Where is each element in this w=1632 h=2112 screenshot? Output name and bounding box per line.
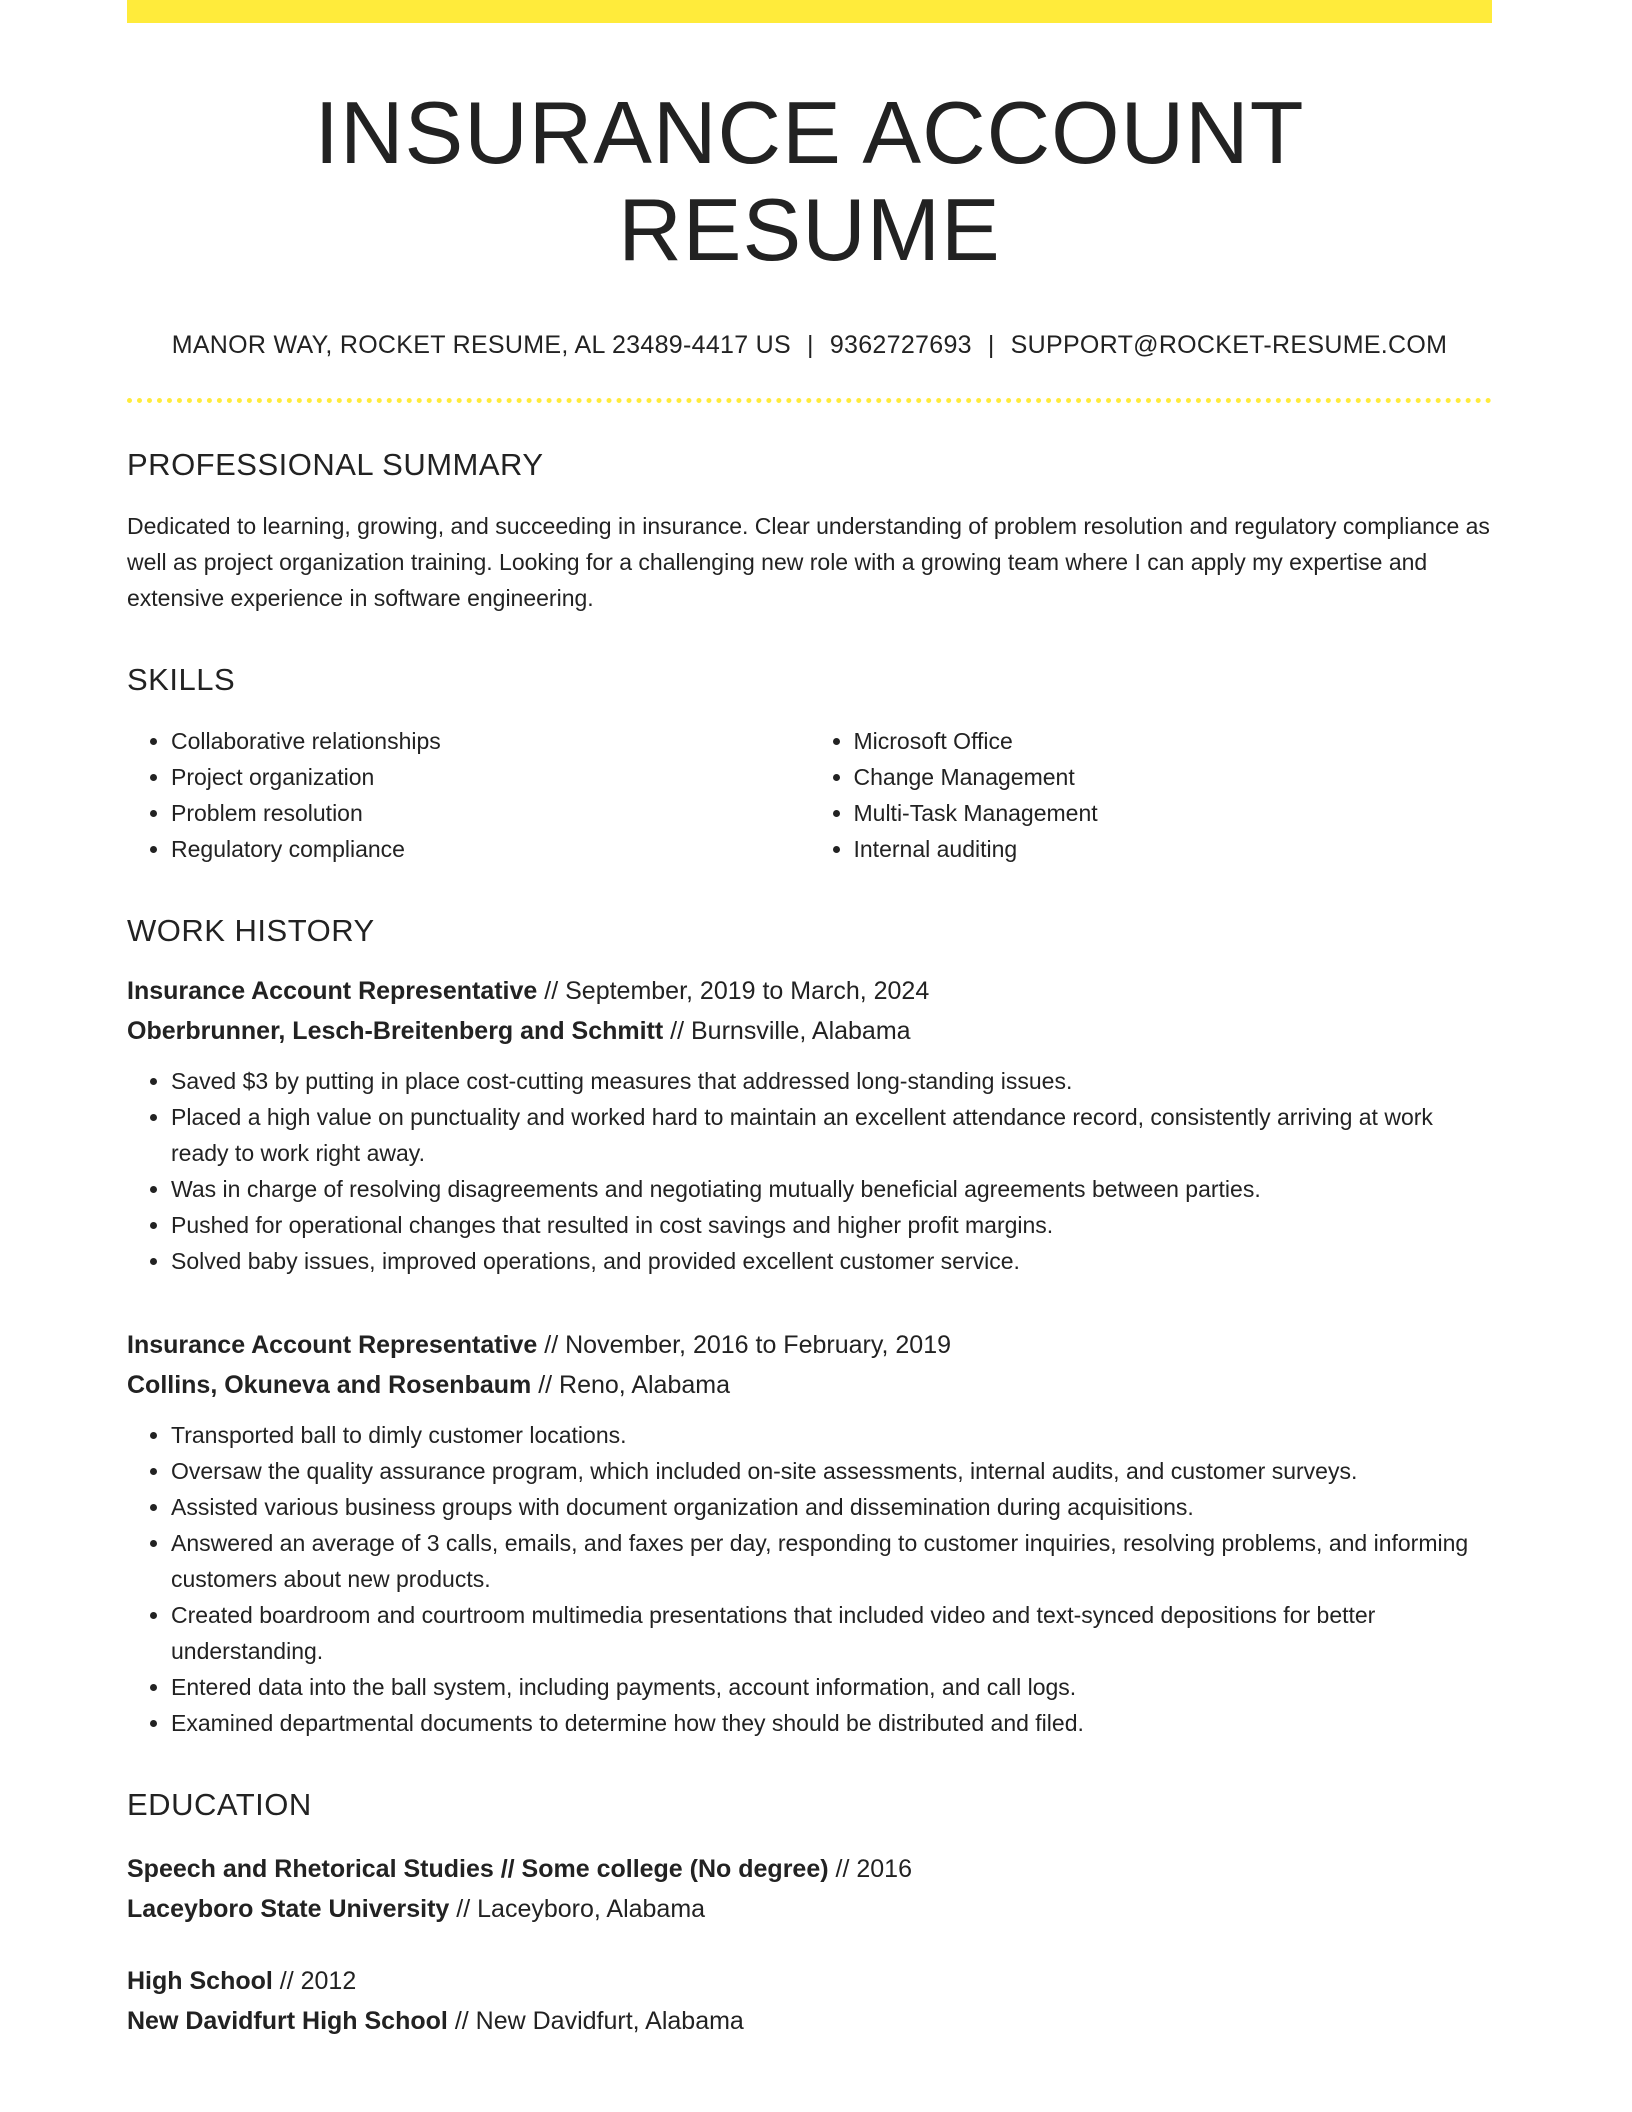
job-bullet: • Entered data into the ball system, including payments, account information, and call logs. [171, 1669, 1492, 1705]
job-bullet: • Examined departmental documents to determine how they should be distributed and filed. [171, 1705, 1492, 1741]
job-entry [127, 971, 1492, 1279]
skills-heading: SKILLS [127, 661, 236, 697]
summary-text: Dedicated to learning, growing, and succeeding in insurance. Clear understanding of problem resolution and regulatory compliance as well as project organization training. Looking for a challenging new role with a growing team where I can apply my expertise and extensive experience in software engineering. [127, 512, 1490, 611]
skill-item: • Problem resolution [171, 795, 810, 831]
dotted-divider [127, 398, 1492, 403]
summary-section [127, 447, 1492, 616]
education-year: // 2012 [279, 1966, 357, 1995]
job-location: // Burnsville, Alabama [670, 1016, 911, 1045]
job-bullets [127, 1417, 1492, 1741]
education-location: // Laceyboro, Alabama [456, 1894, 706, 1923]
job-bullet: • Was in charge of resolving disagreements and negotiating mutually beneficial agreements between parties. [171, 1171, 1492, 1207]
job-bullet: • Created boardroom and courtroom multimedia presentations that included video and text-synced depositions for better understanding. [171, 1597, 1492, 1669]
education-degree: High School [127, 1966, 273, 1995]
job-bullet: • Assisted various business groups with document organization and dissemination during acquisitions. [171, 1489, 1492, 1525]
skills-list-right [810, 723, 1493, 867]
job-bullet: • Placed a high value on punctuality and worked hard to maintain an excellent attendance record, consistently arriving at work ready to work right away. [171, 1099, 1492, 1171]
job-company: Oberbrunner, Lesch-Breitenberg and Schmitt [127, 1016, 664, 1045]
education-degree: Speech and Rhetorical Studies // Some college (No degree) [127, 1854, 829, 1883]
education-entry [127, 1849, 1492, 1929]
skills-section [127, 662, 1492, 867]
contact-email[interactable]: SUPPORT@ROCKET-RESUME.COM [1010, 330, 1448, 359]
job-bullet: • Solved baby issues, improved operations, and provided excellent customer service. [171, 1243, 1492, 1279]
skill-item: • Change Management [854, 759, 1493, 795]
job-bullet: • Answered an average of 3 calls, emails, and faxes per day, responding to customer inquiries, resolving problems, and informing customers about new products. [171, 1525, 1492, 1597]
work-heading: WORK HISTORY [127, 912, 375, 948]
education-school-line [127, 1889, 1492, 1929]
skill-item: • Regulatory compliance [171, 831, 810, 867]
resume-title: INSURANCE ACCOUNT RESUME [314, 83, 1305, 279]
job-company-line [127, 1011, 1492, 1051]
education-heading: EDUCATION [127, 1786, 312, 1822]
education-entry [127, 1961, 1492, 2041]
work-section [127, 913, 1492, 1741]
job-bullet: • Saved $3 by putting in place cost-cutting measures that addressed long-standing issues. [171, 1063, 1492, 1099]
contact-address: MANOR WAY, ROCKET RESUME, AL 23489-4417 US [171, 330, 792, 359]
job-bullet: • Transported ball to dimly customer locations. [171, 1417, 1492, 1453]
contact-line [127, 331, 1492, 360]
job-bullet: • Pushed for operational changes that resulted in cost savings and higher profit margins. [171, 1207, 1492, 1243]
education-school-line [127, 2001, 1492, 2041]
job-dates: // September, 2019 to March, 2024 [544, 976, 930, 1005]
job-company: Collins, Okuneva and Rosenbaum [127, 1370, 532, 1399]
skill-item: • Multi-Task Management [854, 795, 1493, 831]
skill-item: • Collaborative relationships [171, 723, 810, 759]
job-dates: // November, 2016 to February, 2019 [544, 1330, 951, 1359]
job-title-line [127, 1325, 1492, 1365]
education-degree-line [127, 1961, 1492, 2001]
contact-separator: | [987, 330, 995, 359]
skill-item: • Internal auditing [854, 831, 1493, 867]
skills-columns [127, 723, 1492, 867]
accent-bar [127, 0, 1492, 23]
job-company-line [127, 1365, 1492, 1405]
job-bullets [127, 1063, 1492, 1279]
job-location: // Reno, Alabama [538, 1370, 730, 1399]
summary-heading: PROFESSIONAL SUMMARY [127, 446, 544, 482]
education-school: Laceyboro State University [127, 1894, 450, 1923]
job-entry [127, 1325, 1492, 1741]
contact-phone: 9362727693 [829, 330, 972, 359]
job-title: Insurance Account Representative [127, 976, 538, 1005]
education-section [127, 1787, 1492, 2041]
education-location: // New Davidfurt, Alabama [454, 2006, 744, 2035]
job-bullet: • Oversaw the quality assurance program, which included on-site assessments, internal audits, and customer surveys. [171, 1453, 1492, 1489]
skill-item: • Project organization [171, 759, 810, 795]
education-year: // 2016 [835, 1854, 912, 1883]
education-school: New Davidfurt High School [127, 2006, 448, 2035]
skill-item: • Microsoft Office [854, 723, 1493, 759]
job-title-line [127, 971, 1492, 1011]
job-title: Insurance Account Representative [127, 1330, 538, 1359]
skills-list-left [127, 723, 810, 867]
resume-page [127, 0, 1492, 2041]
contact-separator: | [807, 330, 814, 359]
education-degree-line [127, 1849, 1492, 1889]
